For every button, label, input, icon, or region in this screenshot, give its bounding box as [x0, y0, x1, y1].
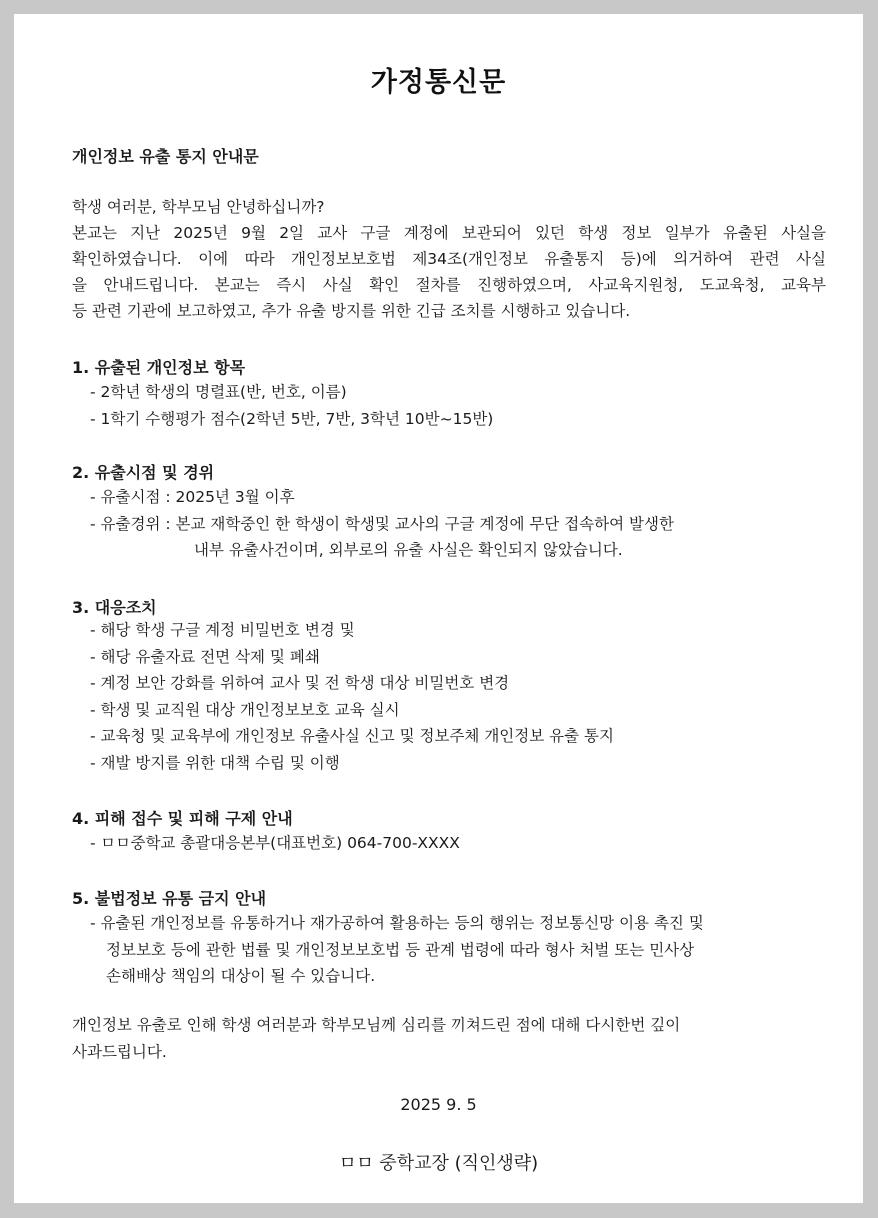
list-item: - 1학기 수행평가 점수(2학년 5반, 7반, 3학년 10반~15반): [90, 409, 494, 428]
section-1-heading: 1. 유출된 개인정보 항목: [72, 358, 246, 377]
section-3-heading: 3. 대응조치: [72, 598, 157, 617]
closing-line: 사과드립니다.: [72, 1043, 167, 1061]
section-4-heading: 4. 피해 접수 및 피해 구제 안내: [72, 809, 293, 828]
section-2-list: [90, 484, 674, 564]
section-5-heading: 5. 불법정보 유통 금지 안내: [72, 889, 267, 908]
intro-line: 본교는 지난 2025년 9월 2일 교사 구글 계정에 보관되어 있던 학생 정보 일부가 유출된 사실을: [72, 224, 826, 242]
list-item: - 2학년 학생의 명렬표(반, 번호, 이름): [90, 383, 347, 401]
list-item-continuation: 정보보호 등에 관한 법률 및 개인정보보호법 등 관계 법령에 따라 형사 처벌 또는 민사상: [106, 940, 695, 959]
intro-line: 을 안내드립니다. 본교는 즉시 사실 확인 절차를 진행하였으며, 사교육지원청, 도교육청, 교육부: [72, 276, 826, 294]
greeting-line: 학생 여러분, 학부모님 안녕하십니까?: [72, 198, 325, 216]
list-item-continuation: 내부 유출사건이며, 외부로의 유출 사실은 확인되지 않았습니다.: [194, 541, 623, 559]
document-date: 2025 9. 5: [400, 1095, 477, 1114]
list-item: - 재발 방지를 위한 대책 수립 및 이행: [90, 753, 340, 772]
list-item: - 교육청 및 교육부에 개인정보 유출사실 신고 및 정보주체 개인정보 유출 통지: [90, 727, 614, 745]
signature-line: ㅁㅁ 중학교장 (직인생략): [338, 1153, 539, 1174]
intro-line: 등 관련 기관에 보고하였고, 추가 유출 방지를 위한 긴급 조치를 시행하고 있습니다.: [72, 302, 631, 320]
list-item: - 유출경위 : 본교 재학중인 한 학생이 학생및 교사의 구글 계정에 무단 접속하여 발생한: [90, 514, 674, 533]
section-4-list: [90, 830, 460, 857]
list-item: - 해당 유출자료 전면 삭제 및 폐쇄: [90, 647, 320, 666]
closing-line: 개인정보 유출로 인해 학생 여러분과 학부모님께 심리를 끼쳐드린 점에 대해 다시한번 깊이: [72, 1016, 681, 1034]
intro-line: 확인하였습니다. 이에 따라 개인정보보호법 제34조(개인정보 유출통지 등)에 의거하여 관련 사실: [72, 250, 826, 268]
list-item: - 유출된 개인정보를 유통하거나 재가공하여 활용하는 등의 행위는 정보통신망 이용 촉진 및: [90, 914, 704, 932]
document-subtitle: 개인정보 유출 통지 안내문: [72, 147, 259, 166]
section-3-list: [90, 617, 614, 776]
list-item: - 해당 학생 구글 계정 비밀번호 변경 및: [90, 621, 355, 639]
list-item: - ㅁㅁ중학교 총괄대응본부(대표번호) 064-700-XXXX: [90, 834, 460, 852]
list-item: - 학생 및 교직원 대상 개인정보보호 교육 실시: [90, 700, 400, 719]
section-5-list: [90, 910, 828, 990]
list-item: - 계정 보안 강화를 위하여 교사 및 전 학생 대상 비밀번호 변경: [90, 674, 510, 692]
section-2-heading: 2. 유출시점 및 경위: [72, 463, 215, 482]
section-1-list: [90, 379, 493, 432]
document-title: 가정통신문: [370, 67, 507, 98]
list-item: - 유출시점 : 2025년 3월 이후: [90, 488, 295, 506]
list-item-continuation: 손해배상 책임의 대상이 될 수 있습니다.: [106, 967, 376, 985]
closing-paragraph: [72, 1012, 826, 1066]
intro-paragraph: [72, 194, 826, 324]
document-page: [14, 14, 863, 1203]
